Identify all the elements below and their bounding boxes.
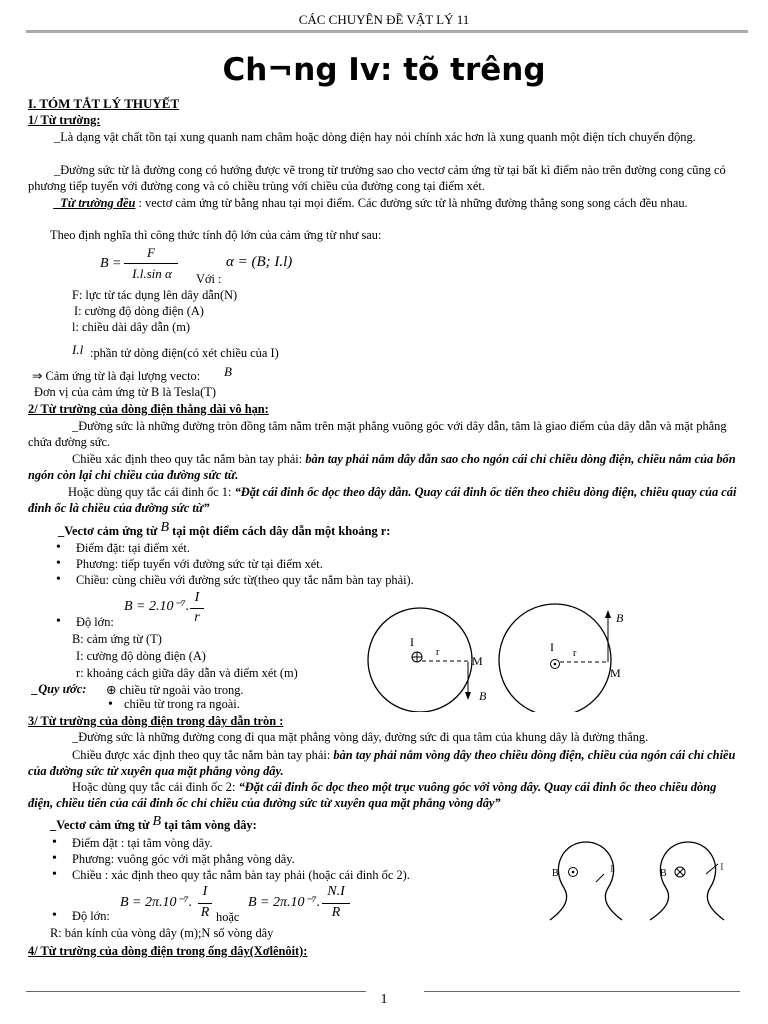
rule-lead: Chiều xác định theo quy tắc nắm bàn tay phải: xyxy=(72,452,303,466)
definition: R: bán kính của vòng dây (m);N số vòng dây xyxy=(50,926,274,940)
rule-lead: Chiều được xác định theo quy tắc nắm bàn tay phải: xyxy=(72,748,331,762)
magnitude-item xyxy=(46,908,110,924)
formula-denominator: r xyxy=(194,610,200,625)
formula-numerator: N.I xyxy=(327,884,345,899)
list-item: • Độ lớn: xyxy=(50,614,114,630)
formula-lhs: B = xyxy=(100,256,122,271)
magnitude-item xyxy=(50,614,114,630)
list-item: • Phương: tiếp tuyến với đường sức từ tại điểm xét. xyxy=(50,556,414,572)
paragraph: _Đường sức từ là đường cong có hướng được vẽ trong từ trường sao cho vectơ cảm ứng từ tại bất kì điểm nào trên đường cong cũng có phương tiếp tuyến với đường cong và có chiều trùng với chiều của đường cong tại điểm xét. xyxy=(28,163,726,193)
formula-numerator: F xyxy=(147,245,155,260)
header-rule xyxy=(26,30,748,33)
vector-heading: _Vectơ cảm ứng từ B tại tâm vòng dây: xyxy=(50,814,257,832)
paragraph: _Đường sức là những đường tròn đồng tâm nằm trên mặt phẳng vuông góc với dây dẫn, tâm là giao điểm của dây dẫn và mặt phẳng chứa đường sức. xyxy=(28,419,727,449)
fraction-bar xyxy=(322,903,350,904)
definition-current-element: :phần tử dòng điện(có xét chiều của I) xyxy=(90,346,279,360)
vector-properties xyxy=(46,835,410,883)
vector-label: B xyxy=(660,868,667,879)
list-item: • Độ lớn: xyxy=(46,908,110,924)
vector-symbol: B xyxy=(152,814,162,829)
section-heading: I. TÓM TẮT LÝ THUYẾT xyxy=(28,96,180,111)
vector-symbol: B xyxy=(224,364,232,379)
list-item: • Chiều: cùng chiều với đường sức từ(theo quy tắc nắm bàn tay phải). xyxy=(50,572,414,588)
definition: I: cường độ dòng điện (A) xyxy=(76,649,206,663)
field-line-circle xyxy=(499,604,611,712)
running-header: CÁC CHUYÊN ĐỀ VẬT LÝ 11 xyxy=(298,12,470,27)
paragraph: _Đường sức là những đường cong đi qua mặt phẳng vòng dây, đường sức đi qua tâm của khung dây là đường thẳng. xyxy=(72,730,649,744)
point-label: M xyxy=(610,666,621,680)
loop-wire xyxy=(550,842,622,920)
fraction-bar xyxy=(190,608,204,609)
point-label: M xyxy=(472,654,483,668)
straight-wire-field-figure xyxy=(360,600,660,712)
paragraph xyxy=(28,747,740,779)
paragraph xyxy=(28,195,740,211)
rule-lead: Hoặc dùng quy tắc cái đinh ốc 1: xyxy=(68,485,232,499)
page-number: 1 xyxy=(380,992,388,1007)
current-element-symbol: I.l xyxy=(72,342,84,357)
subsection-heading: 4/ Từ trường của dòng điện trong ống dây(Xơlênôit): xyxy=(28,944,308,958)
field-line-circle xyxy=(368,608,472,712)
current-label: I xyxy=(550,640,554,654)
paragraph: Chiều xác định theo quy tắc nắm bàn tay phải: bàn tay phải nắm dây dẫn sao cho ngón cái chỉ chiều dòng điện, chiều nắm của bốn ngón còn lại chỉ chiều của đường sức từ. xyxy=(28,452,736,482)
definition-l: l: chiều dài dây dẫn (m) xyxy=(72,320,191,334)
circular-loop-figure xyxy=(540,832,740,928)
vector-symbol: B xyxy=(160,520,170,535)
vector-properties xyxy=(50,540,414,588)
arrow-head xyxy=(605,610,611,618)
paragraph xyxy=(28,779,740,811)
formula-denominator: R xyxy=(331,905,341,920)
formula: B = 2.10⁻⁷. xyxy=(124,599,190,614)
fraction-bar xyxy=(124,263,178,264)
subsection-heading: 2/ Từ trường của dòng điện thẳng dài vô hạn: xyxy=(28,402,269,416)
definition: B: cảm ứng từ (T) xyxy=(72,632,162,646)
paragraph xyxy=(28,484,740,516)
right-hand-rule: bàn tay phải nắm vòng dây theo chiều dòng điện, chiều của ngón cái chỉ chiều của đường sức từ xuyên qua mặt phẳng vòng dây. xyxy=(28,748,736,778)
paragraph: _Là dạng vật chất tồn tại xung quanh nam châm hoặc dòng điện hay nói chính xác hơn là xung quanh một điện tích chuyển động. xyxy=(54,130,696,144)
term-definition: : vectơ cảm ứng từ bằng nhau tại mọi điểm. Các đường sức từ là những đường thẳng song song cách đều nhau. xyxy=(138,196,688,210)
current-label: I xyxy=(410,635,414,649)
convention-out: • chiều từ trong ra ngoài. xyxy=(108,697,240,712)
with-label: Với : xyxy=(196,272,222,286)
formula-numerator: I xyxy=(202,884,208,899)
right-hand-rule: bàn tay phải nắm dây dẫn sao cho ngón cái chỉ chiều dòng điện, chiều nắm của bốn ngón còn lại chỉ chiều của đường sức từ xyxy=(28,452,736,482)
rule-lead: Hoặc dùng quy tắc cái đinh ốc 2: xyxy=(72,780,236,794)
subsection-heading: 1/ Từ trường: xyxy=(28,113,101,127)
or-word: hoặc xyxy=(216,910,240,924)
arrow-head xyxy=(465,692,471,700)
vector-heading: _Vectơ cảm ứng từ B tại một điểm cách dây dẫn một khoảng r: xyxy=(58,520,391,538)
formula: B = 2π.10⁻⁷. xyxy=(120,895,193,910)
current-label: I xyxy=(720,861,724,873)
list-item: • Phương: vuông góc với mặt phẳng vòng dây. xyxy=(46,851,410,867)
formula-numerator: I xyxy=(194,590,200,605)
list-item: • Chiều : xác định theo quy tắc nắm bàn tay phải (hoặc cái đinh ốc 2). xyxy=(46,867,410,883)
convention-in: ⊕ chiều từ ngoài vào trong. xyxy=(106,683,244,697)
screw-rule: “Đặt cái đinh ốc dọc theo một trục vuông góc với vòng dây. Quay cái đinh ốc theo chiều dòng điện, chiều tiến của cái đinh ốc chỉ chiều của đường sức từ xuyên qua mặt phẳng vòng dây” xyxy=(28,780,717,810)
chapter-title: Ch¬ng Iv: tõ trêng xyxy=(222,52,546,88)
current-label: I xyxy=(610,863,614,875)
alpha-formula: α = (B; I.l) xyxy=(226,254,293,270)
subsection-heading: 3/ Từ trường của dòng điện trong dây dẫn tròn : xyxy=(28,714,284,728)
unit-statement: Đơn vị của cảm ứng từ B là Tesla(T) xyxy=(34,385,216,399)
screw-rule: “Đặt cái đinh ốc dọc theo dây dẫn. Quay cái đinh ốc tiến theo chiều dòng điện, chiều quay của cái đinh ốc là chiều của đường sức từ” xyxy=(28,485,737,515)
term: _Từ trường đều xyxy=(54,196,136,210)
definition-I: I: cường độ dòng điện (A) xyxy=(74,304,204,318)
current-arrow xyxy=(596,874,604,882)
formula-denominator: I.l.sin α xyxy=(132,266,172,281)
vector-label: B xyxy=(479,689,487,703)
vector-label: B xyxy=(616,611,624,625)
loop-wire xyxy=(650,842,724,920)
convention-label: _Quy ước: xyxy=(32,682,87,696)
definition: r: khoảng cách giữa dây dẫn và điểm xét (m) xyxy=(76,666,298,680)
fraction-bar xyxy=(198,903,212,904)
list-item: • Điểm đặt: tại điểm xét. xyxy=(50,540,414,556)
list-item: • Điểm đặt : tại tâm vòng dây. xyxy=(46,835,410,851)
vector-statement: ⇒ Cảm ứng từ là đại lượng vecto: xyxy=(32,369,201,383)
paragraph: Theo định nghĩa thì công thức tính độ lớn của cảm ứng từ như sau: xyxy=(50,228,382,242)
formula-denominator: R xyxy=(200,905,210,920)
definition-F: F: lực từ tác dụng lên dây dẫn(N) xyxy=(72,288,238,302)
vector-label: B xyxy=(552,868,559,879)
radius-label: r xyxy=(436,647,440,658)
formula: B = 2π.10⁻⁷. xyxy=(248,895,321,910)
radius-label: r xyxy=(573,648,577,659)
